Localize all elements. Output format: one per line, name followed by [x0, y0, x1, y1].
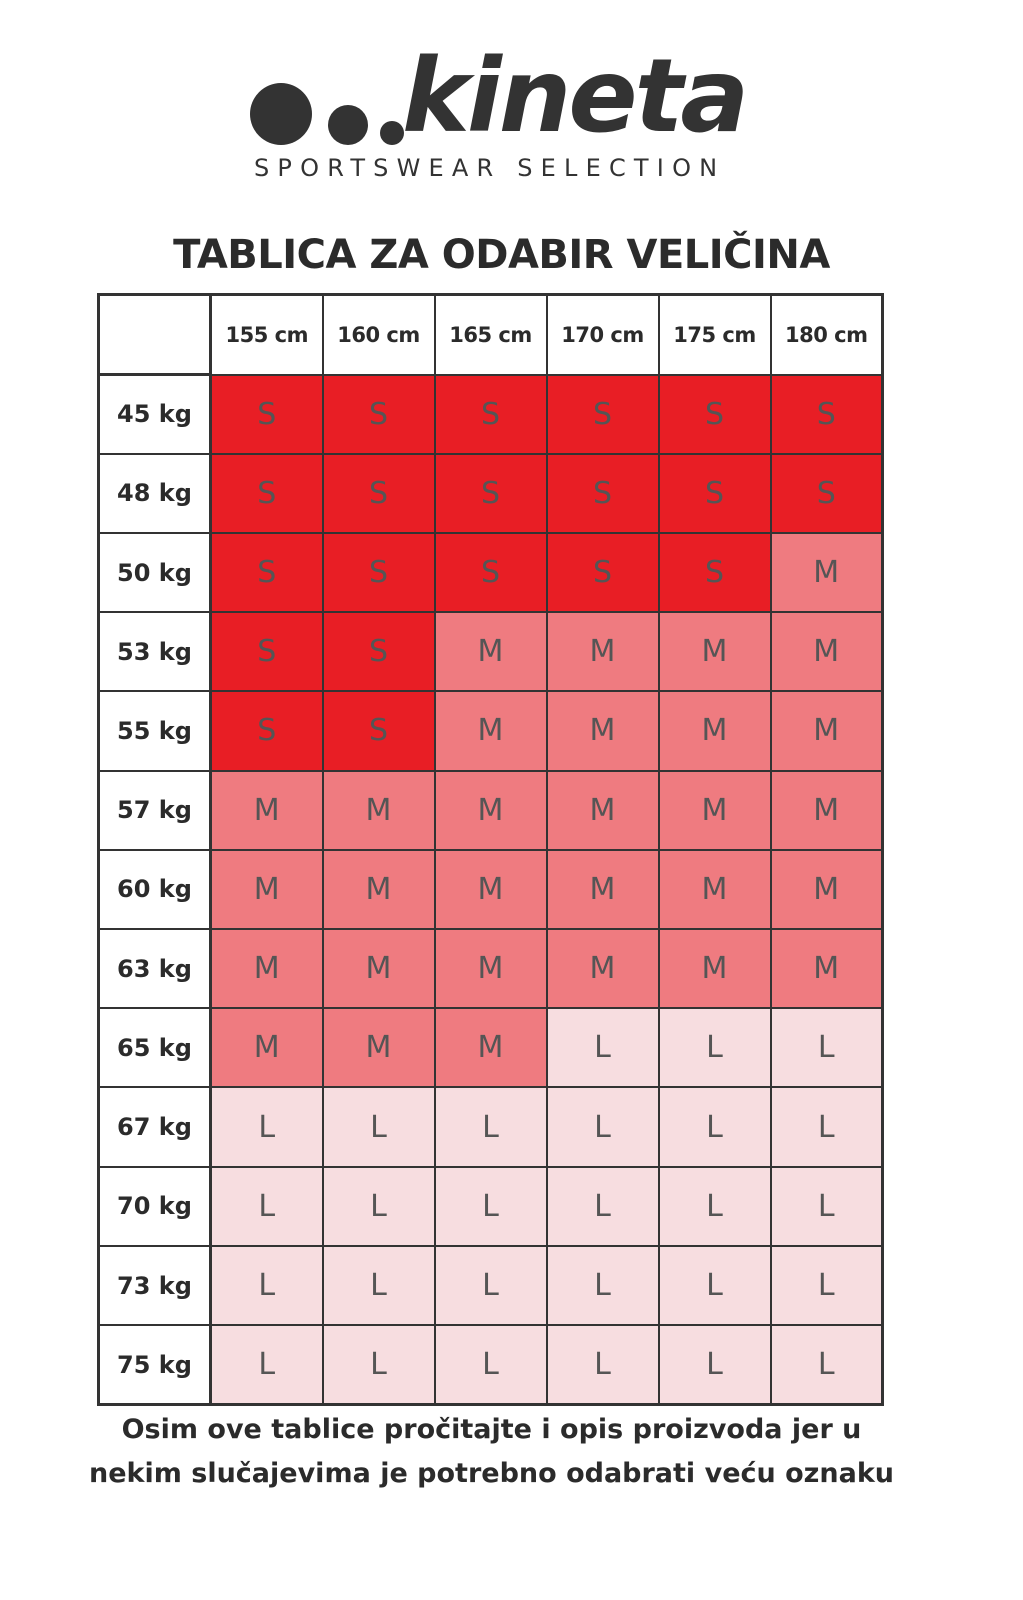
size-cell: M: [659, 929, 771, 1008]
size-cell: L: [211, 1246, 323, 1325]
size-cell: S: [771, 375, 883, 454]
size-cell: L: [771, 1167, 883, 1246]
size-cell: L: [435, 1246, 547, 1325]
size-cell: S: [659, 375, 771, 454]
size-cell: M: [547, 850, 659, 929]
size-cell: S: [659, 533, 771, 612]
column-header-height: 155 cm: [211, 295, 323, 375]
size-cell: M: [547, 929, 659, 1008]
size-cell: L: [323, 1246, 435, 1325]
size-cell: S: [435, 454, 547, 533]
table-row: [99, 612, 883, 691]
size-cell: M: [547, 691, 659, 770]
size-cell: M: [323, 771, 435, 850]
size-cell: M: [323, 850, 435, 929]
row-header-weight: 60 kg: [99, 850, 211, 929]
size-cell: M: [211, 850, 323, 929]
size-cell: L: [659, 1008, 771, 1087]
size-cell: M: [435, 691, 547, 770]
size-cell: L: [659, 1087, 771, 1166]
size-cell: L: [547, 1008, 659, 1087]
size-cell: M: [211, 771, 323, 850]
size-cell: M: [771, 691, 883, 770]
size-cell: S: [547, 533, 659, 612]
size-cell: L: [323, 1087, 435, 1166]
row-header-weight: 57 kg: [99, 771, 211, 850]
size-cell: S: [211, 612, 323, 691]
size-cell: M: [323, 1008, 435, 1087]
logo-dot-medium: [328, 105, 368, 145]
column-header-height: 180 cm: [771, 295, 883, 375]
size-cell: L: [659, 1325, 771, 1404]
size-cell: L: [435, 1325, 547, 1404]
column-header-height: 160 cm: [323, 295, 435, 375]
page-title: TABLICA ZA ODABIR VELIČINA: [173, 232, 830, 278]
size-cell: L: [771, 1008, 883, 1087]
row-header-weight: 70 kg: [99, 1167, 211, 1246]
size-cell: S: [211, 533, 323, 612]
table-row: [99, 454, 883, 533]
table-row: [99, 533, 883, 612]
row-header-weight: 65 kg: [99, 1008, 211, 1087]
size-cell: M: [211, 1008, 323, 1087]
size-chart-table: [97, 293, 884, 1406]
size-cell: M: [323, 929, 435, 1008]
table-row: [99, 1008, 883, 1087]
size-cell: L: [547, 1246, 659, 1325]
size-cell: L: [211, 1325, 323, 1404]
size-cell: L: [211, 1167, 323, 1246]
row-header-weight: 73 kg: [99, 1246, 211, 1325]
size-cell: L: [659, 1246, 771, 1325]
row-header-weight: 67 kg: [99, 1087, 211, 1166]
size-cell: L: [547, 1325, 659, 1404]
note-line-1: Osim ove tablice pročitajte i opis proizvoda jer u: [121, 1414, 862, 1445]
row-header-weight: 48 kg: [99, 454, 211, 533]
size-cell: S: [771, 454, 883, 533]
size-cell: L: [547, 1167, 659, 1246]
table-row: [99, 691, 883, 770]
column-header-height: 165 cm: [435, 295, 547, 375]
kineta-logo: [250, 37, 750, 188]
table-row: [99, 929, 883, 1008]
size-cell: M: [771, 612, 883, 691]
table-row: [99, 850, 883, 929]
row-header-weight: 75 kg: [99, 1325, 211, 1404]
size-cell: L: [435, 1167, 547, 1246]
size-cell: L: [771, 1087, 883, 1166]
size-cell: M: [771, 929, 883, 1008]
size-cell: S: [323, 533, 435, 612]
note-line-2: nekim slučajevima je potrebno odabrati veću oznaku: [88, 1458, 895, 1489]
row-header-weight: 55 kg: [99, 691, 211, 770]
logo-dot-small: [380, 121, 404, 145]
size-cell: M: [547, 771, 659, 850]
size-cell: M: [659, 771, 771, 850]
size-cell: M: [435, 1008, 547, 1087]
size-cell: S: [323, 691, 435, 770]
table-row: [99, 1167, 883, 1246]
table-row: [99, 771, 883, 850]
table-row: [99, 1325, 883, 1404]
size-cell: M: [435, 771, 547, 850]
size-cell: S: [211, 454, 323, 533]
logo-dot-large: [250, 83, 312, 145]
size-cell: M: [771, 850, 883, 929]
logo-tagline: SPORTSWEAR SELECTION: [254, 154, 726, 182]
size-cell: S: [547, 375, 659, 454]
size-cell: S: [211, 375, 323, 454]
logo-wordmark: kineta: [402, 37, 747, 156]
size-cell: M: [211, 929, 323, 1008]
size-cell: M: [659, 612, 771, 691]
column-header-height: 170 cm: [547, 295, 659, 375]
size-cell: S: [435, 533, 547, 612]
size-cell: M: [659, 850, 771, 929]
size-cell: L: [435, 1087, 547, 1166]
size-cell: S: [659, 454, 771, 533]
size-cell: S: [323, 612, 435, 691]
size-cell: L: [659, 1167, 771, 1246]
size-cell: L: [771, 1325, 883, 1404]
row-header-weight: 45 kg: [99, 375, 211, 454]
size-cell: L: [211, 1087, 323, 1166]
disclaimer-note: [0, 1408, 983, 1496]
size-cell: M: [435, 929, 547, 1008]
size-cell: L: [547, 1087, 659, 1166]
size-cell: M: [659, 691, 771, 770]
size-cell: L: [323, 1167, 435, 1246]
table-corner-cell: [99, 295, 211, 375]
size-cell: S: [323, 375, 435, 454]
table-row: [99, 1087, 883, 1166]
table-row: [99, 375, 883, 454]
logo-dots-icon: [250, 83, 420, 155]
size-cell: M: [435, 612, 547, 691]
size-cell: M: [435, 850, 547, 929]
table-row: [99, 1246, 883, 1325]
row-header-weight: 63 kg: [99, 929, 211, 1008]
size-cell: M: [547, 612, 659, 691]
size-cell: M: [771, 533, 883, 612]
size-cell: L: [323, 1325, 435, 1404]
size-cell: S: [435, 375, 547, 454]
size-cell: M: [771, 771, 883, 850]
size-cell: S: [211, 691, 323, 770]
table-body: [99, 375, 883, 1405]
size-cell: L: [771, 1246, 883, 1325]
row-header-weight: 50 kg: [99, 533, 211, 612]
column-header-height: 175 cm: [659, 295, 771, 375]
size-cell: S: [547, 454, 659, 533]
table-header-row: [99, 295, 883, 375]
row-header-weight: 53 kg: [99, 612, 211, 691]
size-cell: S: [323, 454, 435, 533]
